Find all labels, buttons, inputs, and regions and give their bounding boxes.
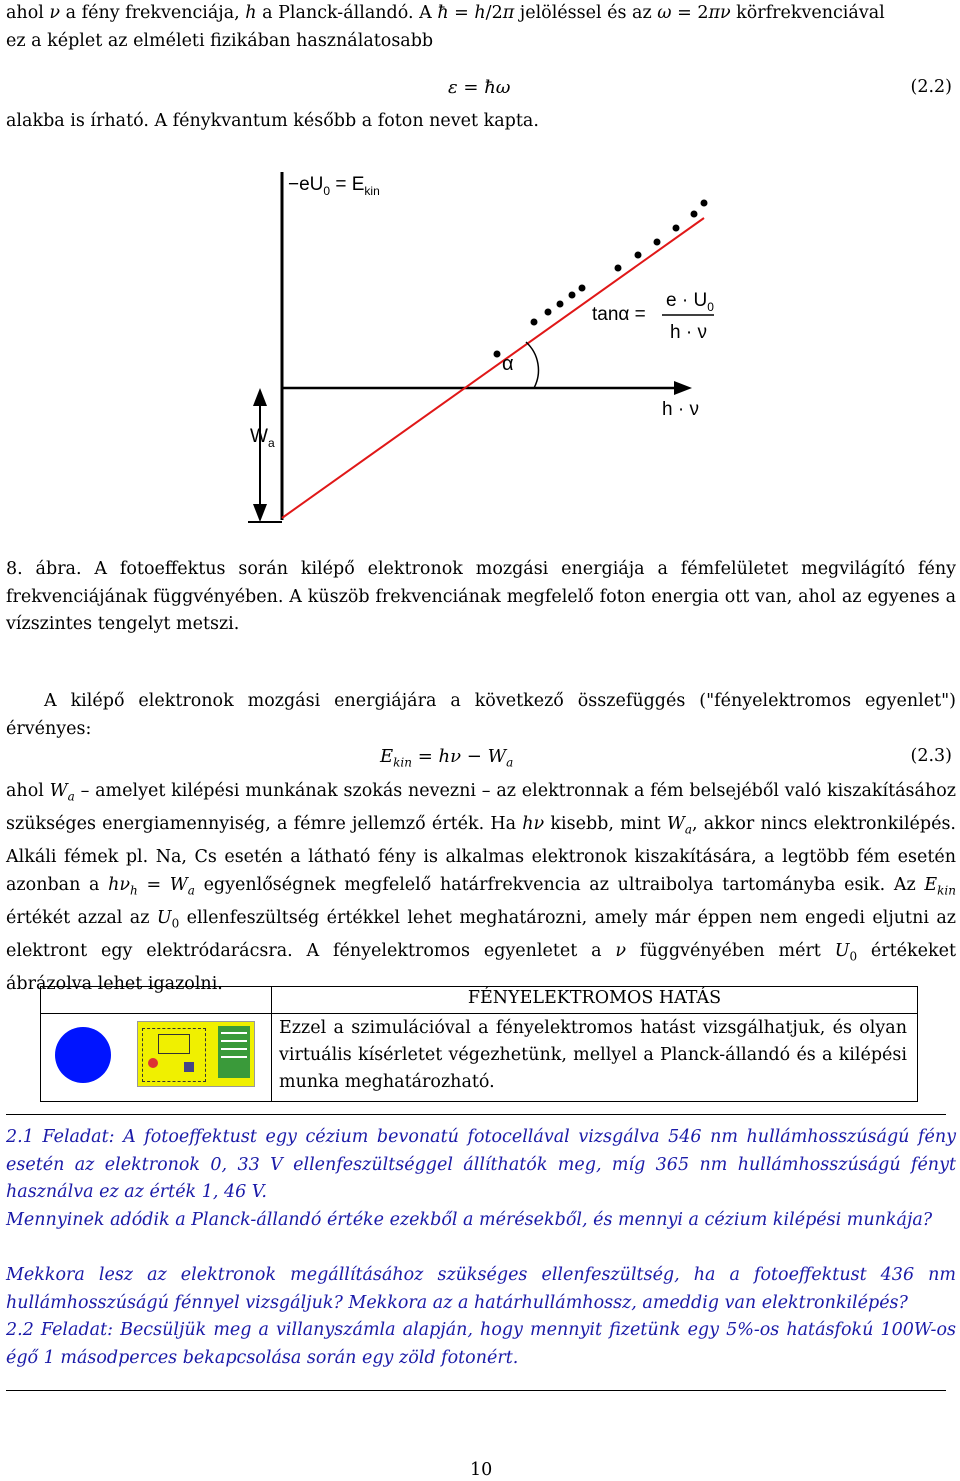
figure-caption: 8. ábra. A fotoeffektus során kilépő elektronok mozgási energiája a fémfelületet megvilágító fény frekvenciájának függvényében. A küszöb frekvenciának megfelelő foton energia ott van, ahol az egyenes a vízszintes tengelyt metszi.	[6, 559, 956, 634]
x-axis-label: h · ν	[662, 399, 699, 420]
intro-line-3: alakba is írható. A fénykvantum később a foton nevet kapta.	[6, 111, 539, 131]
data-point	[557, 301, 564, 308]
data-point	[615, 265, 622, 272]
alpha-arc	[526, 342, 538, 388]
wa-arrow-up	[253, 388, 267, 406]
data-point	[569, 292, 576, 299]
data-point	[494, 351, 501, 358]
equation-2-2: ε = ħω	[448, 77, 511, 98]
frac-denominator: h · ν	[670, 322, 707, 343]
task-2-1-question-1: Mennyinek adódik a Planck-állandó értéke ezekből a mérésekből, és mennyi a cézium kilépési munkája?	[6, 1210, 933, 1230]
task-2-1-question-2: Mekkora lesz az elektronok megállításához szükséges ellenfeszültség, ha a fotoeffektust 436 nm hullámhosszúságú fénnyel vizsgáljuk? Mekkora az a határhullámhossz, ameddig van elektronkilépés?	[6, 1265, 956, 1313]
equation-2-3: $E_{kin} = h\nu - W_a$	[380, 746, 514, 770]
task-2-2: 2.2 Feladat: Becsüljük meg a villanyszámla alapján, hogy mennyit fizetünk egy 5%-os hatásfokú 100W-os égő 1 másodperces bekapcsolása során egy zöld fotonért.	[6, 1320, 956, 1368]
paragraph-photoelectric: A kilépő elektronok mozgási energiájára a következő összefüggés ("fényelektromos egyenlet") érvényes:	[6, 691, 956, 739]
simulation-launch-icon[interactable]	[55, 1027, 111, 1083]
divider-top	[6, 1114, 946, 1115]
frac-numerator: $e \cdot U_0$	[666, 290, 714, 314]
task-2-1: 2.1 Feladat: A fotoeffektust egy cézium bevonatú fotocellával vizsgálva 546 nm hullámhosszúságú fény esetén az elektronok 0, 33 V ellenfeszültséggel állíthatók meg, míg 365 nm hullámhosszúságú fényt használva ez az érték 1, 46 V.	[6, 1127, 956, 1202]
data-point	[701, 200, 708, 207]
simulation-title: FÉNYELEKTROMOS HATÁS	[467, 988, 722, 1008]
intro-line-2: ez a képlet az elméleti fizikában használatosabb	[6, 31, 434, 51]
y-axis-label: $-eU_0 = E_{kin}$	[288, 174, 380, 198]
fit-line	[282, 218, 704, 518]
x-axis-arrow	[674, 381, 692, 395]
data-point	[635, 252, 642, 259]
photoeffect-figure	[240, 160, 740, 530]
data-point	[673, 225, 680, 232]
simulation-box	[40, 986, 918, 1102]
equation-number-2-2: (2.2)	[910, 77, 952, 97]
paragraph-work-function: ahol $W_a$ – amelyet kilépési munkának szokás nevezni – az elektronnak a fém belsejéből való kiszakításához szükséges energiamennyiség, a fémre jellemző érték. Ha hν kisebb, mint $W_a$, akkor nincs elektronkilépés. Alkáli fémek pl. Na, Cs esetén a látható fény is alkalmas elektronok kiszakítására, a legtöbb fém esetén azonban a $h\nu_h = W_a$ egyenlőségnek megfelelő határfrekvencia az ultraibolya tartományba esik. Az $E_{kin}$ értékét azzal az $U_0$ ellenfeszültség értékkel lehet meghatározni, amely már éppen nem engedi eljutni az elektront egy elektródarácsra. A fényelektromos egyenletet a ν függvényében mért $U_0$ értékeket ábrázolva lehet igazolni.	[6, 781, 956, 994]
data-point	[579, 285, 586, 292]
divider-bottom	[6, 1390, 946, 1391]
page-number: 10	[470, 1460, 493, 1480]
intro-line-1: ahol ν a fény frekvenciája, h a Planck-állandó. A ħ = h/2π jelöléssel és az ω = 2πν körfrekvenciával	[6, 3, 885, 23]
simulation-thumbnail[interactable]	[137, 1021, 255, 1087]
simulation-description: Ezzel a szimulációval a fényelektromos hatást vizsgálhatjuk, és olyan virtuális kísérletet végezhetünk, mellyel a Planck-állandó és a kilépési munka meghatározható.	[279, 1018, 907, 1092]
data-point	[654, 239, 661, 246]
data-point	[545, 309, 552, 316]
wa-arrow-down	[253, 504, 267, 522]
alpha-label: α	[502, 353, 514, 375]
tan-label: tanα =	[592, 304, 646, 325]
data-point	[531, 319, 538, 326]
equation-number-2-3: (2.3)	[910, 746, 952, 766]
wa-label: $W_a$	[250, 426, 275, 450]
data-point	[691, 211, 698, 218]
